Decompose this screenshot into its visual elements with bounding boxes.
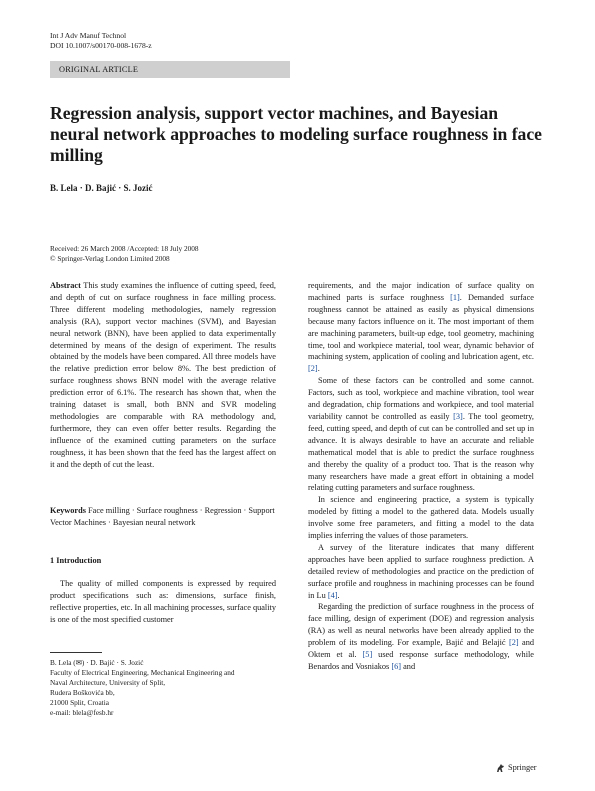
body-right-column [308,280,534,673]
affiliation-email[interactable]: e-mail: blela@fesb.hr [50,707,114,717]
journal-name: Int J Adv Manuf Technol [50,31,127,40]
abstract-label: Abstract [50,281,81,290]
affiliation-authors: B. Lela (✉) · D. Bajić · S. Jozić [50,658,144,667]
author-list: B. Lela · D. Bajić · S. Jozić [50,183,153,193]
abstract-text: This study examines the influence of cutting speed, feed, and depth of cut on surface roughness in face milling process. Three different modeling methodologies, namely regression analysis (RA), support vector machines (SVM), and Bayesian neural network (BNN), have been applied to data experimentally determined by means of the design of experiment. The results obtained by the models have been compared. All three models have the relative prediction error below 8%. The best prediction of surface roughness shows BNN model with the average relative prediction error of 6.1%. The research has shown that, when the training dataset is small, both BNN and SVR modeling methodologies are comparable with RA methodology and, furthermore, they can even offer better results. Regarding the influence of the examined cutting parameters on the surface roughness, it has been shown that the feed has the largest affect on it and the depth of cut the least. [50,281,276,469]
article-history [50,244,199,264]
citation-link[interactable]: [5] [362,650,373,660]
citation-link[interactable]: [2] [308,364,318,374]
springer-horse-icon [496,763,505,773]
footnote-rule [50,652,102,653]
keywords-text: Face milling · Surface roughness · Regression · Support Vector Machines · Bayesian neural network [50,506,275,527]
paragraph: Regarding the prediction of surface roughness in the process of face milling, design of experiment (DOE) and regression analysis (RA) as well as neural networks have been already applied to the problem of its modeling. For example, Bajić and Belajić [2] and Oktem et al. [5] used response surface methodology, while Benardos and Vosniakos [6] and [308,602,535,671]
affiliation-city: 21000 Split, Croatia [50,697,109,707]
doi: DOI 10.1007/s00170-008-1678-z [50,41,152,50]
received-dates: Received: 26 March 2008 /Accepted: 18 July 2008 [50,244,199,253]
publisher-mark [496,762,537,774]
paragraph: requirements, and the major indication of surface quality on machined parts is surface roughness [1]. Demanded surface roughness cannot be attained as easily as physical dimensions because many factors influence on it. The most important of them are machining parameters, built-up edge, tool geometry, machining time, tool and workpiece material, tool wear, dynamic behavior of machining system, application of cooling and lubrication agent, etc. [2]. [308,281,534,374]
copyright-line: © Springer-Verlag London Limited 2008 [50,254,170,263]
paragraph: In science and engineering practice, a system is typically modeled by fitting a model to the gathered data. Models usually involve some free parameters, and fitting a model to the data implies inferring the values of those parameters. [308,495,534,541]
keywords-label: Keywords [50,506,86,515]
publisher-name: Springer [508,763,537,772]
introduction-paragraph: The quality of milled components is expressed by required product specifications such as: dimensions, surface finish, reflective properties, etc. In all machining processes, surface quality is one of the most specified customer [50,579,276,624]
author-affiliation [50,658,235,717]
section-heading-introduction: 1 Introduction [50,556,102,565]
affiliation-dept: Naval Architecture, University of Split, [50,677,166,687]
affiliation-street: Rudera Boškovića bb, [50,687,115,697]
article-title: Regression analysis, support vector machines, and Bayesian neural network approaches to modeling surface roughness in face milling [50,103,542,165]
affiliation-faculty: Faculty of Electrical Engineering, Mechanical Engineering and [50,667,235,677]
article-type-banner: ORIGINAL ARTICLE [50,61,290,78]
keywords [50,505,276,529]
abstract [50,280,276,471]
introduction-text [50,578,276,626]
citation-link[interactable]: [4] [327,590,338,600]
citation-link[interactable]: [3] [453,411,463,421]
citation-link[interactable]: [2] [508,638,519,648]
journal-header [50,31,152,51]
citation-link[interactable]: [1] [450,292,460,302]
paragraph: A survey of the literature indicates that many different approaches have been applied to surface roughness prediction. A detailed review of methodologies and practice on the prediction of surface profile and roughness in machining processes can be found in Lu [4]. [308,542,534,600]
citation-link[interactable]: [6] [391,662,402,671]
paragraph: Some of these factors can be controlled and some cannot. Factors, such as tool, workpiece and machine vibration, tool wear and degradation, chip formations and workpiece, and tool material variability cannot be controlled as easily [3]. The tool geometry, feed, cutting speed, and depth of cut can be controlled and set up in advance. It is always desirable to have an accurate and reliable mathematical model that is able to predict the surface roughness and thereby the quality of a product too. That is the reason why many researchers have made a great effort in obtaining a model relating cutting parameters and surface roughness. [308,376,534,493]
